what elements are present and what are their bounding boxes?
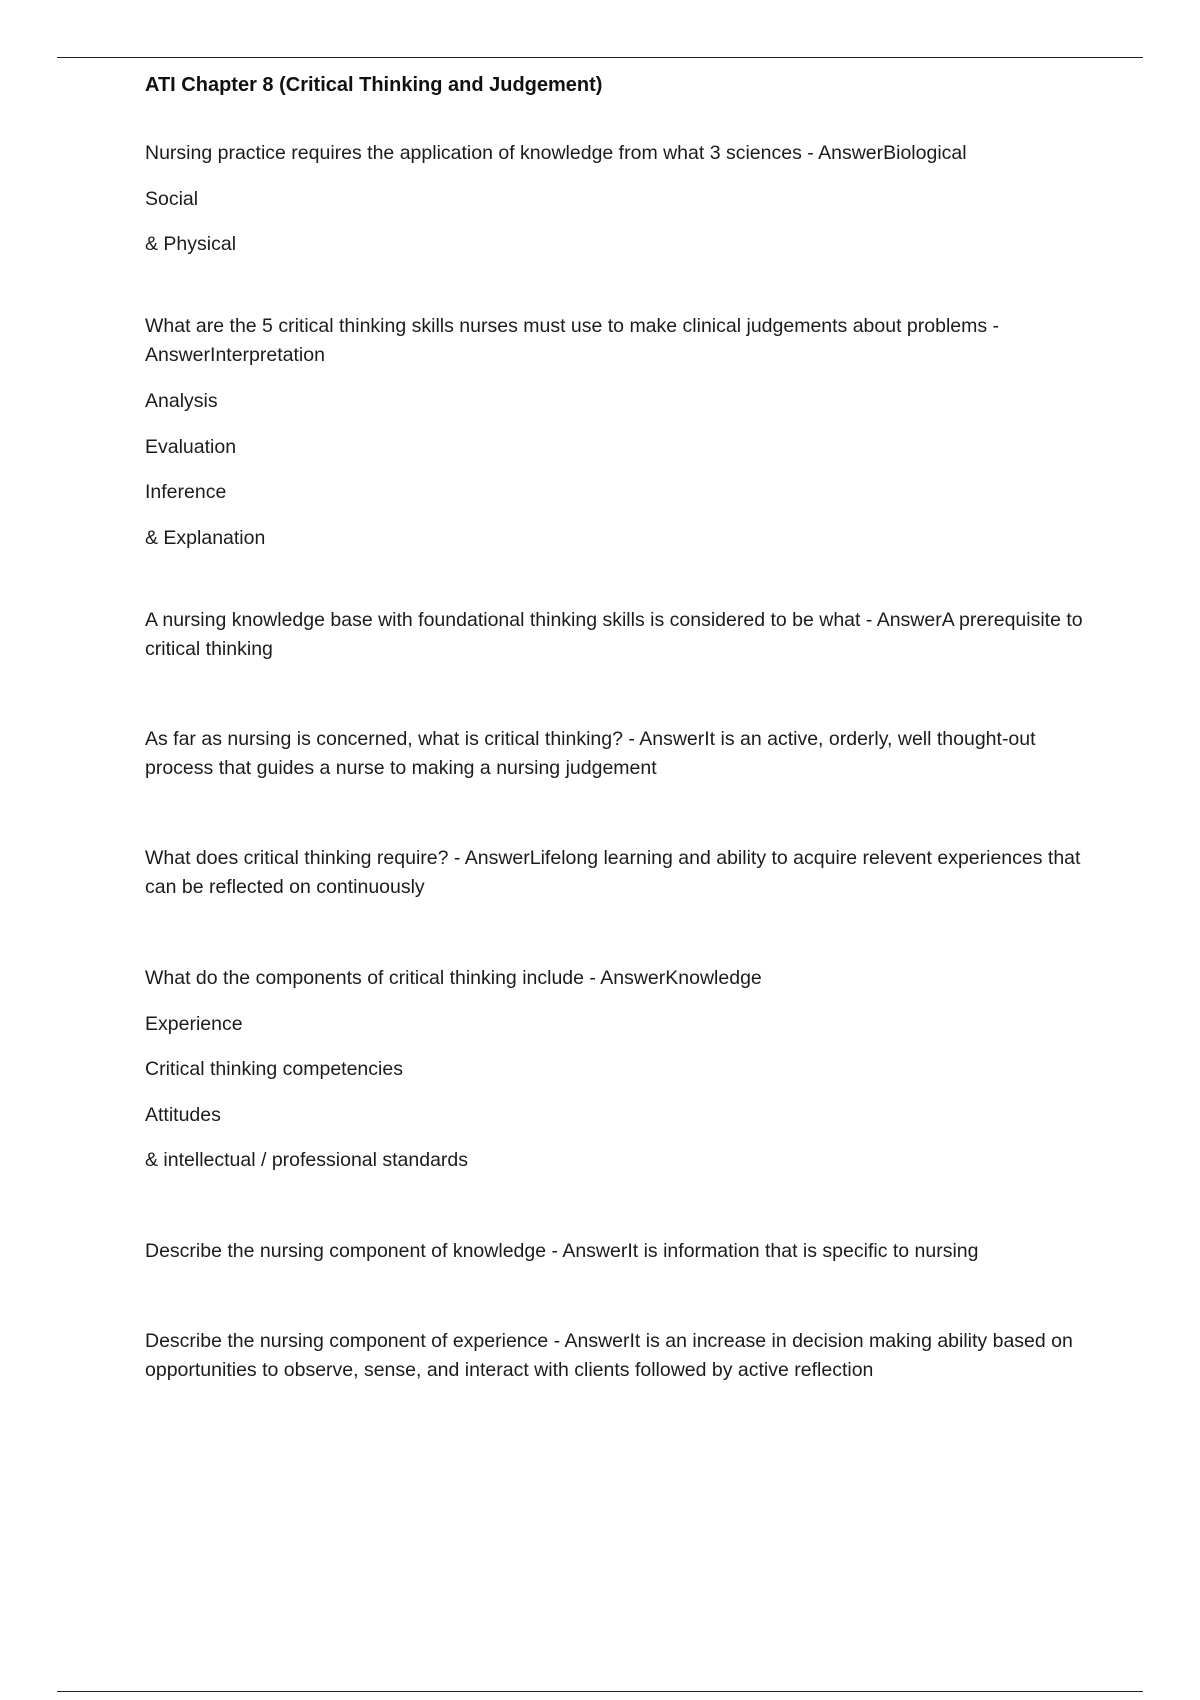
qa-answer-line: & Physical (145, 233, 237, 255)
qa-answer-line: Evaluation (145, 436, 237, 458)
qa-answer-line: Critical thinking competencies (145, 1058, 403, 1080)
qa-item (145, 1236, 1095, 1266)
qa-question: What does critical thinking require? - AnswerLifelong learning and ability to acquire relevent experiences that can be reflected on continuously (145, 847, 1081, 898)
qa-question: Describe the nursing component of experience - AnswerIt is an increase in decision making ability based on opportunities to observe, sense, and interact with clients followed by active reflection (145, 1330, 1073, 1381)
qa-item (145, 1327, 1095, 1385)
qa-answer-line: & intellectual / professional standards (145, 1149, 469, 1171)
qa-item (145, 844, 1095, 902)
top-rule (57, 57, 1143, 58)
qa-question: What do the components of critical thinking include - AnswerKnowledge (145, 967, 762, 989)
qa-answer-line: Experience (145, 1013, 243, 1035)
qa-item (145, 725, 1095, 783)
document-title: ATI Chapter 8 (Critical Thinking and Judgement) (145, 74, 603, 96)
qa-item (145, 606, 1095, 664)
qa-question: What are the 5 critical thinking skills nurses must use to make clinical judgements about problems - AnswerInterpretation (145, 315, 1000, 366)
qa-question: As far as nursing is concerned, what is critical thinking? - AnswerIt is an active, orderly, well thought-out process that guides a nurse to making a nursing judgement (145, 728, 1036, 779)
bottom-rule (57, 1691, 1143, 1692)
qa-answer-line: Inference (145, 481, 227, 503)
qa-question: A nursing knowledge base with foundational thinking skills is considered to be what - AnswerA prerequisite to critical thinking (145, 609, 1083, 660)
qa-item (145, 138, 1095, 259)
qa-item (145, 963, 1095, 1175)
qa-item (145, 312, 1095, 553)
document-body (145, 70, 1095, 1385)
qa-question: Describe the nursing component of knowledge - AnswerIt is information that is specific to nursing (145, 1240, 979, 1262)
qa-answer-line: Social (145, 188, 199, 210)
qa-answer-line: & Explanation (145, 527, 266, 549)
qa-answer-line: Analysis (145, 390, 218, 412)
qa-question: Nursing practice requires the application of knowledge from what 3 sciences - AnswerBiological (145, 142, 967, 164)
qa-answer-line: Attitudes (145, 1104, 221, 1126)
